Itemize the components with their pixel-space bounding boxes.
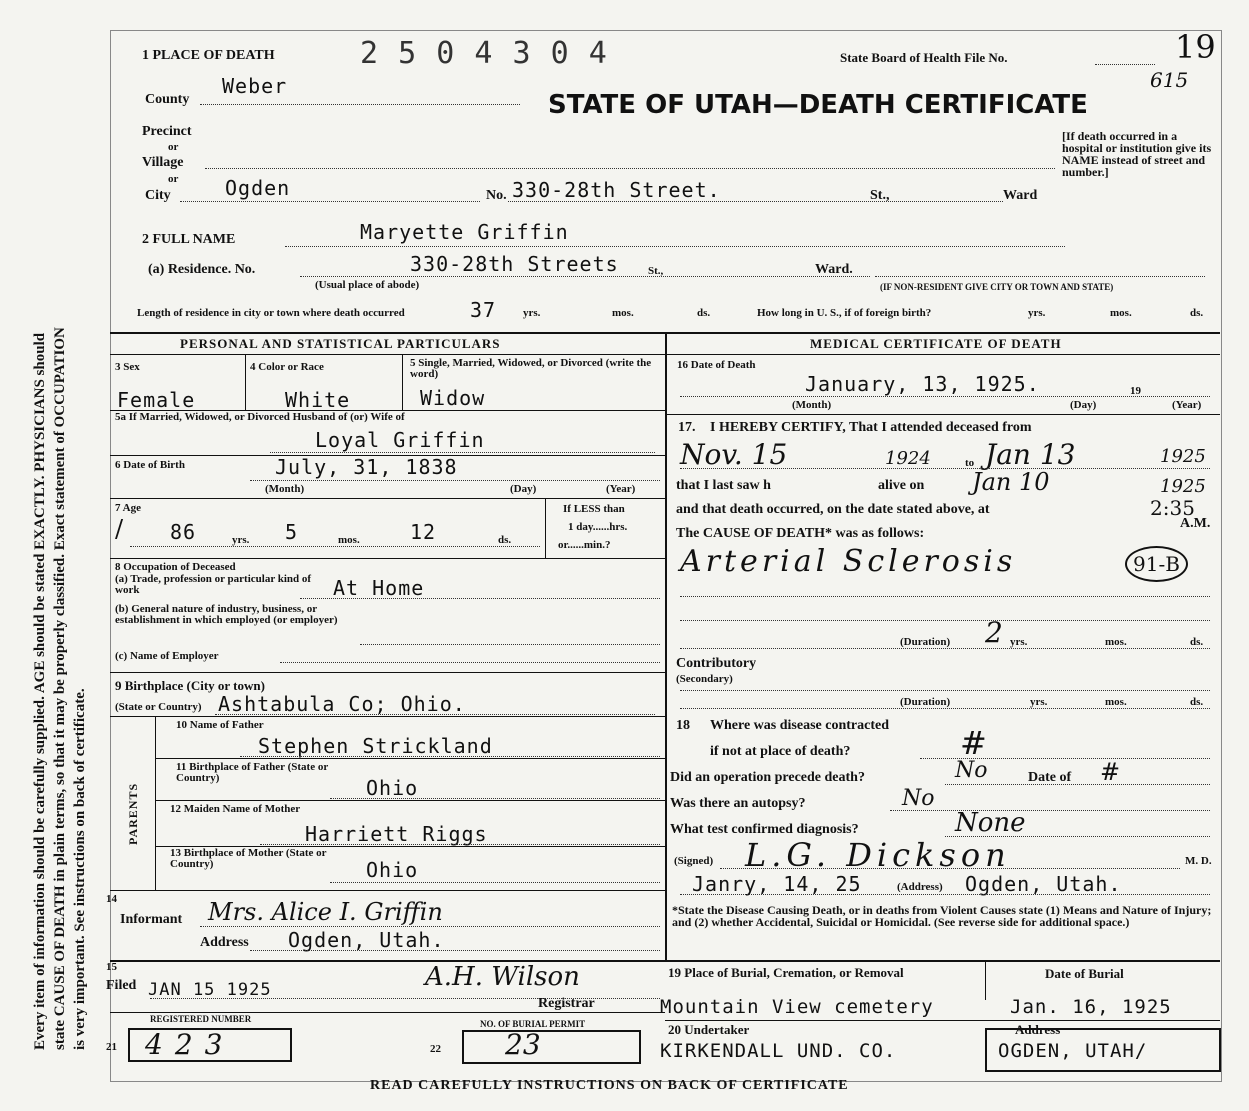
or-min-label: or......min.? <box>558 539 611 551</box>
file-label: State Board of Health File No. <box>840 50 1008 65</box>
dob-value: July, 31, 1838 <box>275 455 458 479</box>
street-no-label: No. <box>486 188 507 203</box>
burial-permit-label: NO. OF BURIAL PERMIT <box>480 1019 586 1029</box>
burial-date-label: Date of Burial <box>1045 966 1124 981</box>
age-label: 7 Age <box>115 502 141 514</box>
age-mos-label: mos. <box>338 534 360 546</box>
us-ds: ds. <box>1190 307 1204 319</box>
employer-label: (c) Name of Employer <box>115 650 219 662</box>
birthplace-value: Ashtabula Co; Ohio. <box>218 692 466 716</box>
dob-year: (Year) <box>606 483 636 495</box>
alive-on-label: alive on <box>878 478 925 493</box>
mother-bp-value: Ohio <box>366 858 419 882</box>
signed-value: L.G. Dickson <box>745 836 1011 874</box>
duration2-mos: mos. <box>1105 696 1127 708</box>
parents-label: PARENTS <box>126 782 140 845</box>
industry-label: (b) General nature of industry, business, or establishment in which employed (or employer) <box>115 603 338 626</box>
age-slash: / <box>115 515 124 543</box>
operation-label: Did an operation precede death? <box>670 770 865 785</box>
informant-value: Mrs. Alice I. Griffin <box>208 898 443 926</box>
state-note: *State the Disease Causing Death, or in deaths from Violent Causes state (1) Means and Nature of Injury; and (2) whether Accidental, Suicidal or Homicidal. (See reverse side for additional space.) <box>672 903 1212 929</box>
side-note-line2: state CAUSE OF DEATH in plain terms, so that it may be properly classified. Exact statement of OCCUPATION <box>52 327 68 1050</box>
from-value: Nov. 15 <box>680 438 788 471</box>
or-label-1: or <box>168 141 179 153</box>
burial-label: 19 Place of Burial, Cremation, or Removal <box>668 965 904 980</box>
street-no-value: 330-28th Street. <box>512 178 721 202</box>
corner-note: 615 <box>1150 68 1189 92</box>
father-bp-value: Ohio <box>366 776 419 800</box>
us-label: How long in U. S., if of foreign birth? <box>757 307 932 319</box>
county-value: Weber <box>222 74 288 98</box>
autopsy-value: No <box>902 786 935 811</box>
informant-label: Informant <box>120 912 183 927</box>
father-bp-label: 11 Birthplace of Father (State or Country) <box>176 761 329 784</box>
contributory-label: Contributory <box>676 656 757 671</box>
test-value: None <box>955 808 1026 838</box>
contracted-num: 18 <box>676 718 690 733</box>
full-name-label: 2 FULL NAME <box>142 232 236 247</box>
age-yrs-value: 86 <box>170 520 197 544</box>
age-ds-label: ds. <box>498 534 512 546</box>
duration2-yrs: yrs. <box>1030 696 1048 708</box>
md-label: M. D. <box>1185 855 1212 867</box>
death-occurred-label: and that death occurred, on the date stated above, at <box>676 502 990 517</box>
village-label: Village <box>142 155 184 170</box>
informant-address-value: Ogden, Utah. <box>288 928 445 952</box>
burial-permit-value: 23 <box>505 1028 541 1061</box>
death-day: (Day) <box>1070 399 1097 411</box>
undertaker-address-label: Address <box>1015 1022 1061 1037</box>
death-date-label: 16 Date of Death <box>677 359 756 371</box>
reg-number-label: REGISTERED NUMBER <box>150 1014 252 1024</box>
certificate-title: STATE OF UTAH—DEATH CERTIFICATE <box>548 90 1088 120</box>
informant-address-label: Address <box>200 935 249 950</box>
to-value: Jan 13 <box>985 438 1076 471</box>
burial-permit-box <box>462 1030 641 1064</box>
filed-value: JAN 15 1925 <box>148 980 272 1000</box>
ward-label: Ward <box>1003 188 1038 203</box>
sex-value: Female <box>117 388 196 412</box>
father-value: Stephen Strickland <box>258 734 493 758</box>
residence-st-label: St., <box>648 265 664 277</box>
father-label: 10 Name of Father <box>176 719 264 731</box>
us-mos: mos. <box>1110 307 1132 319</box>
last-saw-label: that I last saw h <box>676 478 771 493</box>
st-label: St., <box>870 188 890 203</box>
length-ds: ds. <box>697 307 711 319</box>
burial-num-prefix: 22 <box>430 1043 441 1055</box>
undertaker-label: 20 Undertaker <box>668 1022 750 1037</box>
death-month: (Month) <box>792 399 832 411</box>
duration2-ds: ds. <box>1190 696 1204 708</box>
undertaker-address-value: OGDEN, UTAH/ <box>998 1040 1148 1062</box>
undertaker-value: KIRKENDALL UND. CO. <box>660 1040 897 1062</box>
county-label: County <box>145 92 190 107</box>
side-note-line1: Every item of information should be carefully supplied. AGE should be stated EXACTLY. PHYSICIANS should <box>32 332 48 1050</box>
or-label-2: or <box>168 173 179 185</box>
mother-bp-label: 13 Birthplace of Mother (State or Country) <box>170 847 327 870</box>
registrar-label: Registrar <box>538 996 595 1011</box>
city-label: City <box>145 188 171 203</box>
test-label: What test confirmed diagnosis? <box>670 822 859 837</box>
duration-label: (Duration) <box>900 636 951 648</box>
physician-address-label: (Address) <box>897 881 943 893</box>
dob-day: (Day) <box>510 483 537 495</box>
dob-month: (Month) <box>265 483 305 495</box>
dob-label: 6 Date of Birth <box>115 459 185 471</box>
contracted-label: Where was disease contracted <box>710 718 889 733</box>
usual-abode-label: (Usual place of abode) <box>315 279 420 291</box>
medical-heading: MEDICAL CERTIFICATE OF DEATH <box>810 336 1062 351</box>
death-date-value: January, 13, 1925. <box>805 372 1040 396</box>
physician-address-value: Ogden, Utah. <box>965 872 1122 896</box>
autopsy-label: Was there an autopsy? <box>670 796 806 811</box>
length-label: Length of residence in city or town where death occurred <box>137 307 405 319</box>
contracted-label2: if not at place of death? <box>710 744 851 759</box>
signed-date: Janry, 14, 25 <box>692 872 862 896</box>
side-note-line3: is very important. See instructions on back of certificate. <box>72 688 88 1050</box>
filed-num: 15 <box>106 961 117 973</box>
duration-yrs: yrs. <box>1010 636 1028 648</box>
age-ds-value: 12 <box>410 520 437 544</box>
secondary-label: (Secondary) <box>676 673 733 685</box>
certify-num: 17. <box>678 420 696 435</box>
duration2-label: (Duration) <box>900 696 951 708</box>
mother-value: Harriett Riggs <box>305 822 488 846</box>
registrar-signature: A.H. Wilson <box>425 962 580 992</box>
stamp-number: 2 5 0 4 3 0 4 <box>360 36 608 71</box>
non-resident-label: (IF NON-RESIDENT GIVE CITY OR TOWN AND STATE) <box>880 282 1114 292</box>
birthplace-state-label: (State or Country) <box>115 701 202 713</box>
trade-value: At Home <box>333 576 425 600</box>
reg-number-value: 423 <box>145 1028 235 1061</box>
filed-label: Filed <box>106 978 137 993</box>
residence-label: (a) Residence. No. <box>148 262 256 277</box>
op-date-value: # <box>1100 758 1121 786</box>
alive-year: 1925 <box>1160 476 1206 497</box>
reg-num-prefix: 21 <box>106 1041 117 1053</box>
trade-label: (a) Trade, profession or particular kind of work <box>115 573 312 596</box>
length-mos: mos. <box>612 307 634 319</box>
residence-value: 330-28th Streets <box>410 252 619 276</box>
cause-code: 91-B <box>1125 546 1188 582</box>
occupation-label: 8 Occupation of Deceased <box>115 561 236 573</box>
hospital-note: [If death occurred in a hospital or institution give its NAME instead of street and number.] <box>1062 129 1212 179</box>
length-value: 37 <box>470 298 497 322</box>
op-date-label: Date of <box>1028 770 1072 785</box>
burial-date-value: Jan. 16, 1925 <box>1010 996 1172 1018</box>
footer-note: READ CAREFULLY INSTRUCTIONS ON BACK OF CERTIFICATE <box>370 1078 849 1093</box>
color-value: White <box>285 388 351 412</box>
spouse-value: Loyal Griffin <box>315 428 485 452</box>
mother-label: 12 Maiden Name of Mother <box>170 803 301 815</box>
time-value: 2:35 <box>1150 496 1195 520</box>
marital-value: Widow <box>420 386 486 410</box>
spouse-label: 5a If Married, Widowed, or Divorced Husband of (or) Wife of <box>115 411 405 423</box>
duration-mos: mos. <box>1105 636 1127 648</box>
certify-label: I HEREBY CERTIFY, That I attended deceased from <box>710 420 1032 435</box>
day-hrs-label: 1 day......hrs. <box>568 521 628 533</box>
alive-value: Jan 10 <box>972 468 1050 496</box>
cause-value: Arterial Sclerosis <box>680 544 1017 579</box>
to-label: to <box>965 457 975 469</box>
precinct-label: Precinct <box>142 124 192 139</box>
birthplace-label: 9 Birthplace (City or town) <box>115 678 265 693</box>
place-of-death-label: 1 PLACE OF DEATH <box>142 48 275 63</box>
death-year: (Year) <box>1172 399 1202 411</box>
full-name-value: Maryette Griffin <box>360 220 569 244</box>
operation-value: No <box>955 758 988 783</box>
informant-num: 14 <box>106 893 117 905</box>
sex-label: 3 Sex <box>115 361 140 373</box>
length-yrs: yrs. <box>523 307 541 319</box>
cause-label: The CAUSE OF DEATH* was as follows: <box>676 526 925 541</box>
duration-value: 2 <box>985 616 1003 649</box>
am-label: A.M. <box>1180 516 1211 531</box>
personal-heading: PERSONAL AND STATISTICAL PARTICULARS <box>180 336 501 351</box>
residence-ward-label: Ward. <box>815 262 853 277</box>
death-year-prefix: 19 <box>1130 385 1141 397</box>
contracted-value: # <box>960 724 987 762</box>
age-mos-value: 5 <box>285 520 299 544</box>
us-yrs: yrs. <box>1028 307 1046 319</box>
color-label: 4 Color or Race <box>250 361 324 373</box>
age-yrs-label: yrs. <box>232 534 250 546</box>
duration-ds: ds. <box>1190 636 1204 648</box>
city-value: Ogden <box>225 176 291 200</box>
file-number: 19 <box>1175 28 1216 66</box>
from-year: 1924 <box>885 448 931 469</box>
burial-value: Mountain View cemetery <box>660 996 934 1018</box>
to-year: 1925 <box>1160 446 1206 467</box>
marital-label: 5 Single, Married, Widowed, or Divorced (write the word) <box>410 357 652 380</box>
signed-label: (Signed) <box>674 855 714 867</box>
less-than-label: If LESS than <box>563 503 625 515</box>
